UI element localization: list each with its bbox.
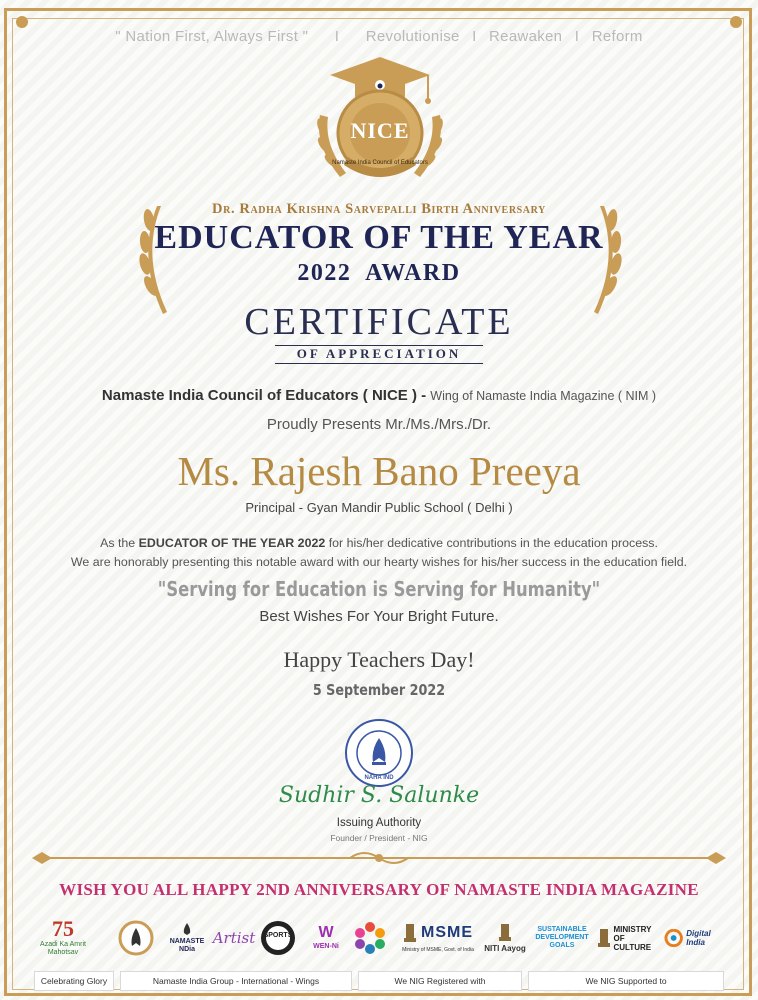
artist-text: Artist xyxy=(212,929,256,947)
corner-ornament xyxy=(730,16,742,28)
emblem-icon xyxy=(597,927,611,949)
label-celebrating: Celebrating Glory xyxy=(34,971,114,991)
digital-india-icon xyxy=(664,928,683,948)
recipient-role: Principal - Gyan Mandir Public School ( Delhi ) xyxy=(245,500,513,515)
culture-text: MINISTRY OF CULTURE xyxy=(613,924,652,952)
culture-logo xyxy=(594,912,664,964)
citation-bold: EDUCATOR OF THE YEAR 2022 xyxy=(138,536,326,550)
emblem-icon xyxy=(498,923,512,943)
award-title: EDUCATOR OF THE YEAR xyxy=(154,219,604,256)
issuer-designation: Founder / President - NIG xyxy=(330,833,428,843)
label-registered: We NIG Registered with xyxy=(358,971,522,991)
colorful-wheel-icon xyxy=(348,912,392,964)
nindia-text: NAMASTE NDia xyxy=(169,938,205,953)
motto-line xyxy=(0,28,758,45)
award-year: 2022 AWARD xyxy=(297,260,461,286)
corner-ornament xyxy=(16,16,28,28)
certificate-date: 5 September 2022 xyxy=(312,681,446,699)
motto-separator: I xyxy=(574,28,580,45)
sports-logo xyxy=(256,912,300,964)
digital-india-logo xyxy=(664,912,730,964)
niti-logo xyxy=(480,912,530,964)
citation-text: As the xyxy=(100,536,136,550)
wishes-line: Best Wishes For Your Bright Future. xyxy=(259,608,499,625)
logo-text: NICE xyxy=(350,118,410,143)
motto-text: Revolutionise xyxy=(365,28,460,45)
motto-text: " Nation First, Always First " xyxy=(115,28,309,45)
wenni-text: WEN-Ni xyxy=(313,943,339,950)
award-subtitle: Dr. Radha Krishna Sarvepalli Birth Anniversary xyxy=(212,201,546,217)
namaste-emblem-icon xyxy=(116,912,156,964)
sports-text: SPORTS xyxy=(263,932,293,939)
recipient-name: Ms. Rajesh Bano Preeya xyxy=(177,448,581,494)
sdg-logo xyxy=(534,912,590,964)
motto-separator: I xyxy=(334,28,340,45)
motto-separator: I xyxy=(472,28,477,45)
msme-text: MSME xyxy=(421,924,473,941)
label-supported: We NIG Supported to xyxy=(528,971,724,991)
certificate-heading: CERTIFICATE xyxy=(244,301,514,343)
citation-line-2: We are honorably presenting this notable award with our hearty wishes for his/her success in the education field. xyxy=(70,555,688,569)
azadi-logo: 75 Azadi Ka Amrit Mahotsav xyxy=(34,912,92,964)
azadi-text: Azadi Ka Amrit Mahotsav xyxy=(40,941,86,956)
emblem-icon xyxy=(403,922,417,944)
logo-ring-text: Namaste India Council of Educators xyxy=(332,160,428,166)
label-group: Namaste India Group - International - Wings xyxy=(120,971,352,991)
presents-line: Proudly Presents Mr./Ms./Mrs./Dr. xyxy=(266,416,492,433)
motto-text: Reawaken xyxy=(489,28,563,45)
heading-rule xyxy=(275,363,483,364)
motto-text: Reform xyxy=(591,28,643,45)
greeting: Happy Teachers Day! xyxy=(283,647,475,672)
citation-paragraph xyxy=(0,534,758,572)
organization-line xyxy=(0,387,758,404)
sdg-text: SUSTAINABLE DEVELOPMENT GOALS xyxy=(535,926,589,949)
certificate-subheading: OF APPRECIATION xyxy=(296,346,462,361)
quote: "Serving for Education is Serving for Humanity" xyxy=(157,577,601,601)
citation-text: for his/her dedicative contributions in the education process. xyxy=(328,536,658,550)
org-name: Namaste India Council of Educators ( NICE ) - xyxy=(101,387,427,404)
niti-text: NITI Aayog xyxy=(484,944,526,953)
artist-logo xyxy=(214,912,254,964)
issuing-authority: Issuing Authority xyxy=(336,817,422,829)
msme-logo xyxy=(396,912,480,964)
partner-logos xyxy=(28,912,730,964)
footer-labels xyxy=(28,971,730,993)
msme-caption: Ministry of MSME, Govt. of India xyxy=(402,947,474,953)
digital-text: Digital India xyxy=(686,929,711,947)
org-wing: Wing of Namaste India Magazine ( NIM ) xyxy=(430,389,657,403)
ornamental-divider xyxy=(30,848,728,868)
anniversary-banner: WISH YOU ALL HAPPY 2ND ANNIVERSARY OF NAMASTE INDIA MAGAZINE xyxy=(59,880,699,899)
wenni-logo: W WEN-Ni xyxy=(313,924,339,950)
seal-text: NAHA IND xyxy=(364,775,394,781)
nindia-logo xyxy=(164,912,210,964)
signature: Sudhir S. Salunke xyxy=(278,783,480,808)
